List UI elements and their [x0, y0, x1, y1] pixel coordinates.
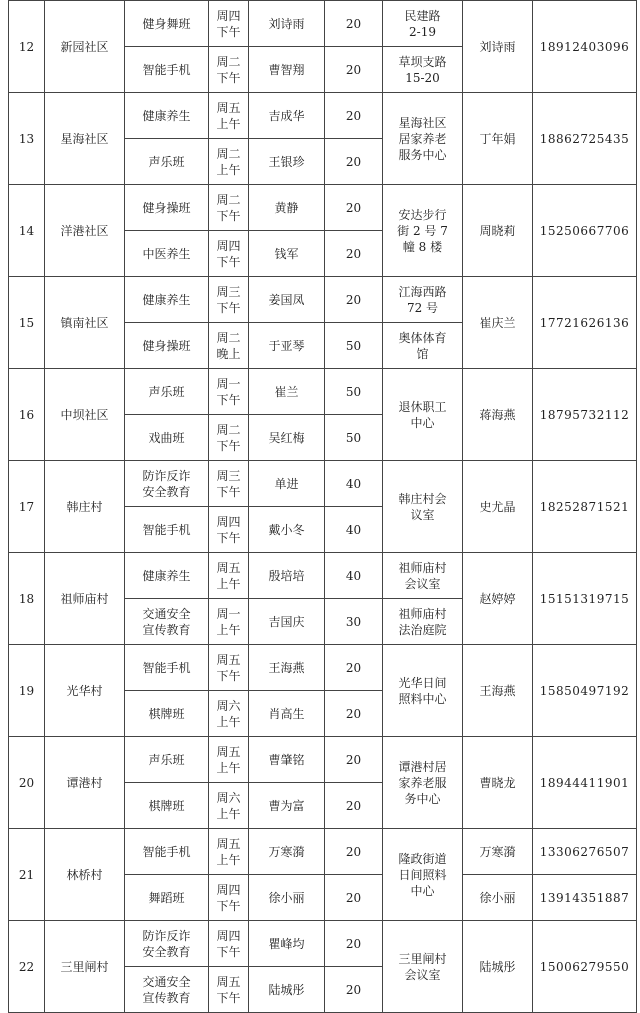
- teacher-cell: 王银珍: [249, 139, 325, 185]
- table-row: [9, 553, 637, 599]
- class-time-cell: 周六 上午: [209, 783, 249, 829]
- table-row: [9, 185, 637, 231]
- course-name-cell: 健身操班: [125, 323, 209, 369]
- community-cell: 中坝社区: [45, 369, 125, 461]
- enrollment-count-cell: 40: [325, 553, 383, 599]
- class-time-cell: 周四 下午: [209, 875, 249, 921]
- course-name-cell: 声乐班: [125, 737, 209, 783]
- teacher-cell: 钱军: [249, 231, 325, 277]
- contact-phone-cell: 18795732112: [533, 369, 637, 461]
- community-cell: 林桥村: [45, 829, 125, 921]
- enrollment-count-cell: 20: [325, 139, 383, 185]
- enrollment-count-cell: 50: [325, 369, 383, 415]
- enrollment-count-cell: 20: [325, 645, 383, 691]
- class-time-cell: 周五 上午: [209, 553, 249, 599]
- enrollment-count-cell: 30: [325, 599, 383, 645]
- teacher-cell: 曹智翔: [249, 47, 325, 93]
- teacher-cell: 刘诗雨: [249, 1, 325, 47]
- class-time-cell: 周四 下午: [209, 507, 249, 553]
- location-cell: 光华日间 照料中心: [383, 645, 463, 737]
- location-cell: 隆政街道 日间照料 中心: [383, 829, 463, 921]
- class-time-cell: 周一 上午: [209, 599, 249, 645]
- teacher-cell: 曹肇铭: [249, 737, 325, 783]
- teacher-cell: 吴红梅: [249, 415, 325, 461]
- community-cell: 新园社区: [45, 1, 125, 93]
- row-number-cell: 21: [9, 829, 45, 921]
- contact-phone-cell: 15250667706: [533, 185, 637, 277]
- teacher-cell: 肖高生: [249, 691, 325, 737]
- table-row: [9, 93, 637, 139]
- location-cell: 安达步行 街 2 号 7 幢 8 楼: [383, 185, 463, 277]
- class-time-cell: 周五 上午: [209, 93, 249, 139]
- teacher-cell: 陆城彤: [249, 967, 325, 1013]
- location-cell: 江海西路 72 号: [383, 277, 463, 323]
- class-time-cell: 周六 上午: [209, 691, 249, 737]
- location-cell: 祖师庙村 会议室: [383, 553, 463, 599]
- course-name-cell: 戏曲班: [125, 415, 209, 461]
- community-cell: 星海社区: [45, 93, 125, 185]
- enrollment-count-cell: 20: [325, 47, 383, 93]
- enrollment-count-cell: 20: [325, 921, 383, 967]
- enrollment-count-cell: 50: [325, 415, 383, 461]
- course-name-cell: 防诈反诈 安全教育: [125, 921, 209, 967]
- teacher-cell: 吉成华: [249, 93, 325, 139]
- row-number-cell: 22: [9, 921, 45, 1013]
- row-number-cell: 19: [9, 645, 45, 737]
- course-name-cell: 健康养生: [125, 553, 209, 599]
- contact-phone-cell: 18944411901: [533, 737, 637, 829]
- course-name-cell: 棋牌班: [125, 691, 209, 737]
- enrollment-count-cell: 50: [325, 323, 383, 369]
- course-name-cell: 智能手机: [125, 47, 209, 93]
- table-row: [9, 461, 637, 507]
- schedule-sheet: [8, 0, 636, 1013]
- enrollment-count-cell: 20: [325, 737, 383, 783]
- row-number-cell: 12: [9, 1, 45, 93]
- teacher-cell: 崔兰: [249, 369, 325, 415]
- community-cell: 洋港社区: [45, 185, 125, 277]
- class-time-cell: 周四 下午: [209, 921, 249, 967]
- course-name-cell: 声乐班: [125, 369, 209, 415]
- community-cell: 韩庄村: [45, 461, 125, 553]
- teacher-cell: 黄静: [249, 185, 325, 231]
- community-cell: 光华村: [45, 645, 125, 737]
- enrollment-count-cell: 20: [325, 829, 383, 875]
- community-cell: 三里闸村: [45, 921, 125, 1013]
- location-cell: 退休职工 中心: [383, 369, 463, 461]
- course-name-cell: 交通安全 宣传教育: [125, 967, 209, 1013]
- teacher-cell: 徐小丽: [249, 875, 325, 921]
- teacher-cell: 王海燕: [249, 645, 325, 691]
- enrollment-count-cell: 20: [325, 231, 383, 277]
- course-name-cell: 中医养生: [125, 231, 209, 277]
- enrollment-count-cell: 20: [325, 93, 383, 139]
- class-time-cell: 周五 下午: [209, 645, 249, 691]
- table-row: [9, 737, 637, 783]
- contact-person-cell: 徐小丽: [463, 875, 533, 921]
- course-name-cell: 健康养生: [125, 277, 209, 323]
- class-time-cell: 周四 下午: [209, 1, 249, 47]
- contact-phone-cell: 18252871521: [533, 461, 637, 553]
- table-row: [9, 1, 637, 47]
- table-row: [9, 277, 637, 323]
- course-name-cell: 舞蹈班: [125, 875, 209, 921]
- enrollment-count-cell: 40: [325, 461, 383, 507]
- contact-person-cell: 崔庆兰: [463, 277, 533, 369]
- row-number-cell: 15: [9, 277, 45, 369]
- class-time-cell: 周五 上午: [209, 737, 249, 783]
- course-name-cell: 棋牌班: [125, 783, 209, 829]
- location-cell: 奥体体育 馆: [383, 323, 463, 369]
- teacher-cell: 单进: [249, 461, 325, 507]
- contact-person-cell: 王海燕: [463, 645, 533, 737]
- teacher-cell: 姜国凤: [249, 277, 325, 323]
- row-number-cell: 13: [9, 93, 45, 185]
- community-cell: 谭港村: [45, 737, 125, 829]
- class-time-cell: 周二 下午: [209, 415, 249, 461]
- enrollment-count-cell: 20: [325, 1, 383, 47]
- contact-person-cell: 史尤晶: [463, 461, 533, 553]
- location-cell: 韩庄村会 议室: [383, 461, 463, 553]
- course-name-cell: 防诈反诈 安全教育: [125, 461, 209, 507]
- community-cell: 祖师庙村: [45, 553, 125, 645]
- course-name-cell: 健康养生: [125, 93, 209, 139]
- class-time-cell: 周五 上午: [209, 829, 249, 875]
- row-number-cell: 16: [9, 369, 45, 461]
- contact-phone-cell: 15850497192: [533, 645, 637, 737]
- enrollment-count-cell: 40: [325, 507, 383, 553]
- location-cell: 民建路 2-19: [383, 1, 463, 47]
- contact-phone-cell: 15151319715: [533, 553, 637, 645]
- enrollment-count-cell: 20: [325, 277, 383, 323]
- contact-phone-cell: 17721626136: [533, 277, 637, 369]
- table-row: [9, 829, 637, 875]
- location-cell: 谭港村居 家养老服 务中心: [383, 737, 463, 829]
- contact-phone-cell: 13914351887: [533, 875, 637, 921]
- contact-person-cell: 丁年娟: [463, 93, 533, 185]
- community-cell: 镇南社区: [45, 277, 125, 369]
- row-number-cell: 17: [9, 461, 45, 553]
- enrollment-count-cell: 20: [325, 967, 383, 1013]
- class-time-cell: 周三 下午: [209, 277, 249, 323]
- course-name-cell: 智能手机: [125, 645, 209, 691]
- course-schedule-table: [8, 0, 637, 1013]
- course-name-cell: 交通安全 宣传教育: [125, 599, 209, 645]
- class-time-cell: 周四 下午: [209, 231, 249, 277]
- class-time-cell: 周一 下午: [209, 369, 249, 415]
- enrollment-count-cell: 20: [325, 691, 383, 737]
- table-row: [9, 921, 637, 967]
- class-time-cell: 周五 下午: [209, 967, 249, 1013]
- class-time-cell: 周二 下午: [209, 185, 249, 231]
- location-cell: 星海社区 居家养老 服务中心: [383, 93, 463, 185]
- teacher-cell: 瞿峰均: [249, 921, 325, 967]
- course-name-cell: 健身操班: [125, 185, 209, 231]
- class-time-cell: 周二 下午: [209, 47, 249, 93]
- contact-person-cell: 蒋海燕: [463, 369, 533, 461]
- contact-person-cell: 陆城彤: [463, 921, 533, 1013]
- table-row: [9, 369, 637, 415]
- teacher-cell: 曹为富: [249, 783, 325, 829]
- row-number-cell: 18: [9, 553, 45, 645]
- contact-phone-cell: 13306276507: [533, 829, 637, 875]
- class-time-cell: 周二 晚上: [209, 323, 249, 369]
- course-name-cell: 健身舞班: [125, 1, 209, 47]
- class-time-cell: 周二 上午: [209, 139, 249, 185]
- teacher-cell: 戴小冬: [249, 507, 325, 553]
- contact-person-cell: 刘诗雨: [463, 1, 533, 93]
- location-cell: 祖师庙村 法治庭院: [383, 599, 463, 645]
- contact-phone-cell: 18862725435: [533, 93, 637, 185]
- location-cell: 草坝支路 15-20: [383, 47, 463, 93]
- table-body: [9, 1, 637, 1013]
- contact-person-cell: 曹晓龙: [463, 737, 533, 829]
- teacher-cell: 万寒漪: [249, 829, 325, 875]
- contact-phone-cell: 18912403096: [533, 1, 637, 93]
- course-name-cell: 智能手机: [125, 829, 209, 875]
- course-name-cell: 智能手机: [125, 507, 209, 553]
- table-row: [9, 645, 637, 691]
- contact-phone-cell: 15006279550: [533, 921, 637, 1013]
- enrollment-count-cell: 20: [325, 783, 383, 829]
- contact-person-cell: 万寒漪: [463, 829, 533, 875]
- enrollment-count-cell: 20: [325, 875, 383, 921]
- class-time-cell: 周三 下午: [209, 461, 249, 507]
- teacher-cell: 殷培培: [249, 553, 325, 599]
- teacher-cell: 于亚琴: [249, 323, 325, 369]
- course-name-cell: 声乐班: [125, 139, 209, 185]
- contact-person-cell: 赵婷婷: [463, 553, 533, 645]
- contact-person-cell: 周晓莉: [463, 185, 533, 277]
- row-number-cell: 20: [9, 737, 45, 829]
- row-number-cell: 14: [9, 185, 45, 277]
- location-cell: 三里闸村 会议室: [383, 921, 463, 1013]
- enrollment-count-cell: 20: [325, 185, 383, 231]
- teacher-cell: 吉国庆: [249, 599, 325, 645]
